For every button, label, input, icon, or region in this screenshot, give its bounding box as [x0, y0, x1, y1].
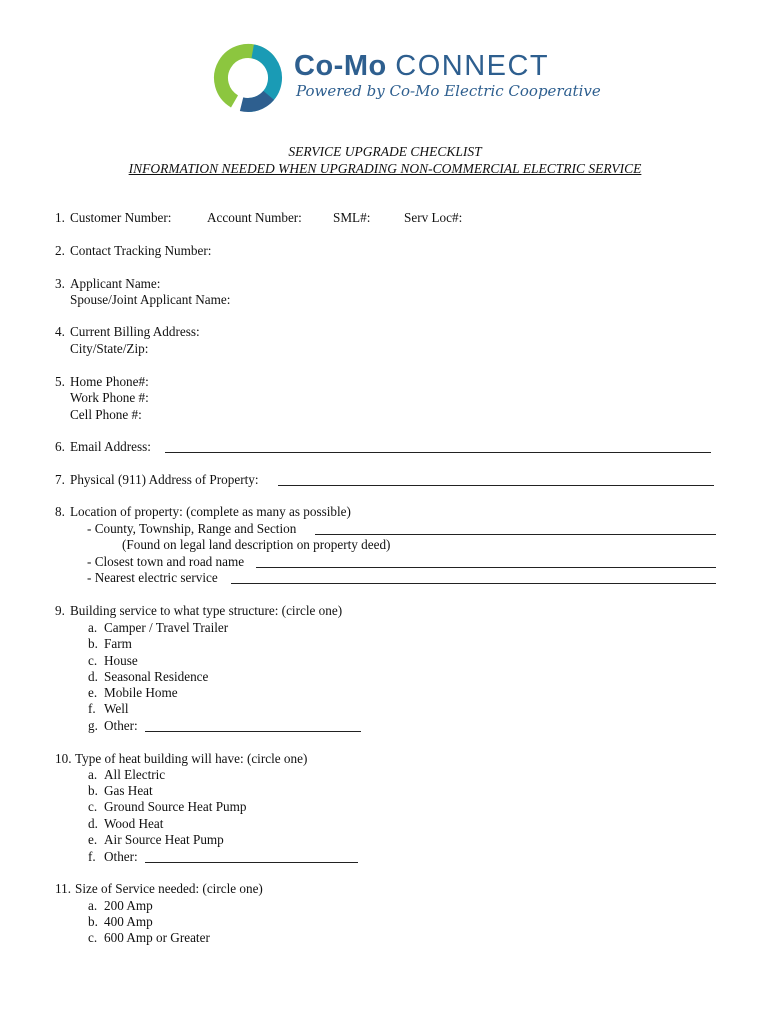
structure-option-other[interactable]: Other: — [104, 718, 138, 733]
serv-loc-label: Serv Loc#: — [404, 210, 463, 225]
item-6-number: 6. — [55, 439, 65, 454]
nearest-service-label: - Nearest electric service — [87, 570, 218, 585]
customer-number-label: Customer Number: — [70, 210, 172, 225]
closest-town-blank[interactable] — [256, 556, 716, 568]
applicant-name-label: Applicant Name: — [70, 276, 161, 291]
contact-tracking-label: Contact Tracking Number: — [70, 243, 212, 258]
brand-bold: Co-Mo — [294, 50, 387, 82]
physical-address-blank[interactable] — [278, 474, 714, 486]
brand-tagline: Powered by Co-Mo Electric Cooperative — [296, 82, 601, 100]
size-option-letter: c. — [88, 930, 98, 945]
size-option-letter: b. — [88, 914, 98, 929]
co-mo-connect-logo — [210, 42, 601, 114]
heat-option-other[interactable]: Other: — [104, 849, 138, 864]
heat-type-label: Type of heat building will have: (circle one) — [75, 751, 308, 766]
heat-option-letter: c. — [88, 799, 98, 814]
structure-option-seasonal[interactable]: Seasonal Residence — [104, 669, 209, 684]
email-blank[interactable] — [165, 441, 711, 453]
account-number-label: Account Number: — [207, 210, 302, 225]
closest-town-label: - Closest town and road name — [87, 554, 245, 569]
county-township-label: - County, Township, Range and Section — [87, 521, 297, 536]
structure-type-label: Building service to what type structure: (circle one) — [70, 603, 343, 618]
item-8-number: 8. — [55, 504, 65, 519]
structure-option-letter: b. — [88, 636, 98, 651]
heat-option-letter: a. — [88, 767, 98, 782]
brand-light: CONNECT — [395, 50, 550, 82]
item-2-number: 2. — [55, 243, 65, 258]
item-1-number: 1. — [55, 210, 65, 225]
item-10-number: 10. — [55, 751, 72, 766]
size-option-600-amp[interactable]: 600 Amp or Greater — [104, 930, 210, 945]
work-phone-label: Work Phone #: — [70, 390, 149, 405]
billing-address-label: Current Billing Address: — [70, 324, 200, 339]
home-phone-label: Home Phone#: — [70, 374, 149, 389]
size-option-200-amp[interactable]: 200 Amp — [104, 898, 153, 913]
structure-option-letter: a. — [88, 620, 98, 635]
structure-option-letter: d. — [88, 669, 98, 684]
ring-logo-icon — [210, 42, 290, 114]
item-7-number: 7. — [55, 472, 65, 487]
heat-option-wood[interactable]: Wood Heat — [104, 816, 164, 831]
heat-option-ground-source[interactable]: Ground Source Heat Pump — [104, 799, 247, 814]
item-5-number: 5. — [55, 374, 65, 389]
document-subtitle: INFORMATION NEEDED WHEN UPGRADING NON-COMMERCIAL ELECTRIC SERVICE — [128, 161, 642, 176]
item-4-number: 4. — [55, 324, 65, 339]
heat-other-blank[interactable] — [145, 851, 358, 863]
structure-option-well[interactable]: Well — [104, 701, 129, 716]
structure-option-farm[interactable]: Farm — [104, 636, 132, 651]
structure-option-letter: f. — [88, 701, 96, 716]
heat-option-letter: e. — [88, 832, 98, 847]
heat-option-gas[interactable]: Gas Heat — [104, 783, 153, 798]
heat-option-letter: f. — [88, 849, 96, 864]
structure-option-mobile-home[interactable]: Mobile Home — [104, 685, 178, 700]
structure-option-camper[interactable]: Camper / Travel Trailer — [104, 620, 229, 635]
structure-other-blank[interactable] — [145, 720, 361, 732]
structure-option-letter: c. — [88, 653, 98, 668]
location-label: Location of property: (complete as many as possible) — [70, 504, 351, 519]
city-state-zip-label: City/State/Zip: — [70, 341, 149, 356]
item-11-number: 11. — [55, 881, 71, 896]
structure-option-house[interactable]: House — [104, 653, 138, 668]
heat-option-letter: b. — [88, 783, 98, 798]
sml-label: SML#: — [333, 210, 371, 225]
size-option-letter: a. — [88, 898, 98, 913]
county-township-blank[interactable] — [315, 523, 716, 535]
item-3-number: 3. — [55, 276, 65, 291]
email-label: Email Address: — [70, 439, 151, 454]
legal-description-note: (Found on legal land description on property deed) — [122, 537, 391, 552]
heat-option-all-electric[interactable]: All Electric — [104, 767, 166, 782]
brand-name — [294, 50, 549, 82]
heat-option-letter: d. — [88, 816, 98, 831]
physical-address-label: Physical (911) Address of Property: — [70, 472, 259, 487]
structure-option-letter: e. — [88, 685, 98, 700]
service-size-label: Size of Service needed: (circle one) — [75, 881, 263, 896]
size-option-400-amp[interactable]: 400 Amp — [104, 914, 153, 929]
structure-option-letter: g. — [88, 718, 98, 733]
nearest-service-blank[interactable] — [231, 572, 716, 584]
document-title: SERVICE UPGRADE CHECKLIST — [288, 144, 482, 159]
cell-phone-label: Cell Phone #: — [70, 407, 142, 422]
joint-applicant-label: Spouse/Joint Applicant Name: — [70, 292, 231, 307]
item-9-number: 9. — [55, 603, 65, 618]
heat-option-air-source[interactable]: Air Source Heat Pump — [104, 832, 224, 847]
